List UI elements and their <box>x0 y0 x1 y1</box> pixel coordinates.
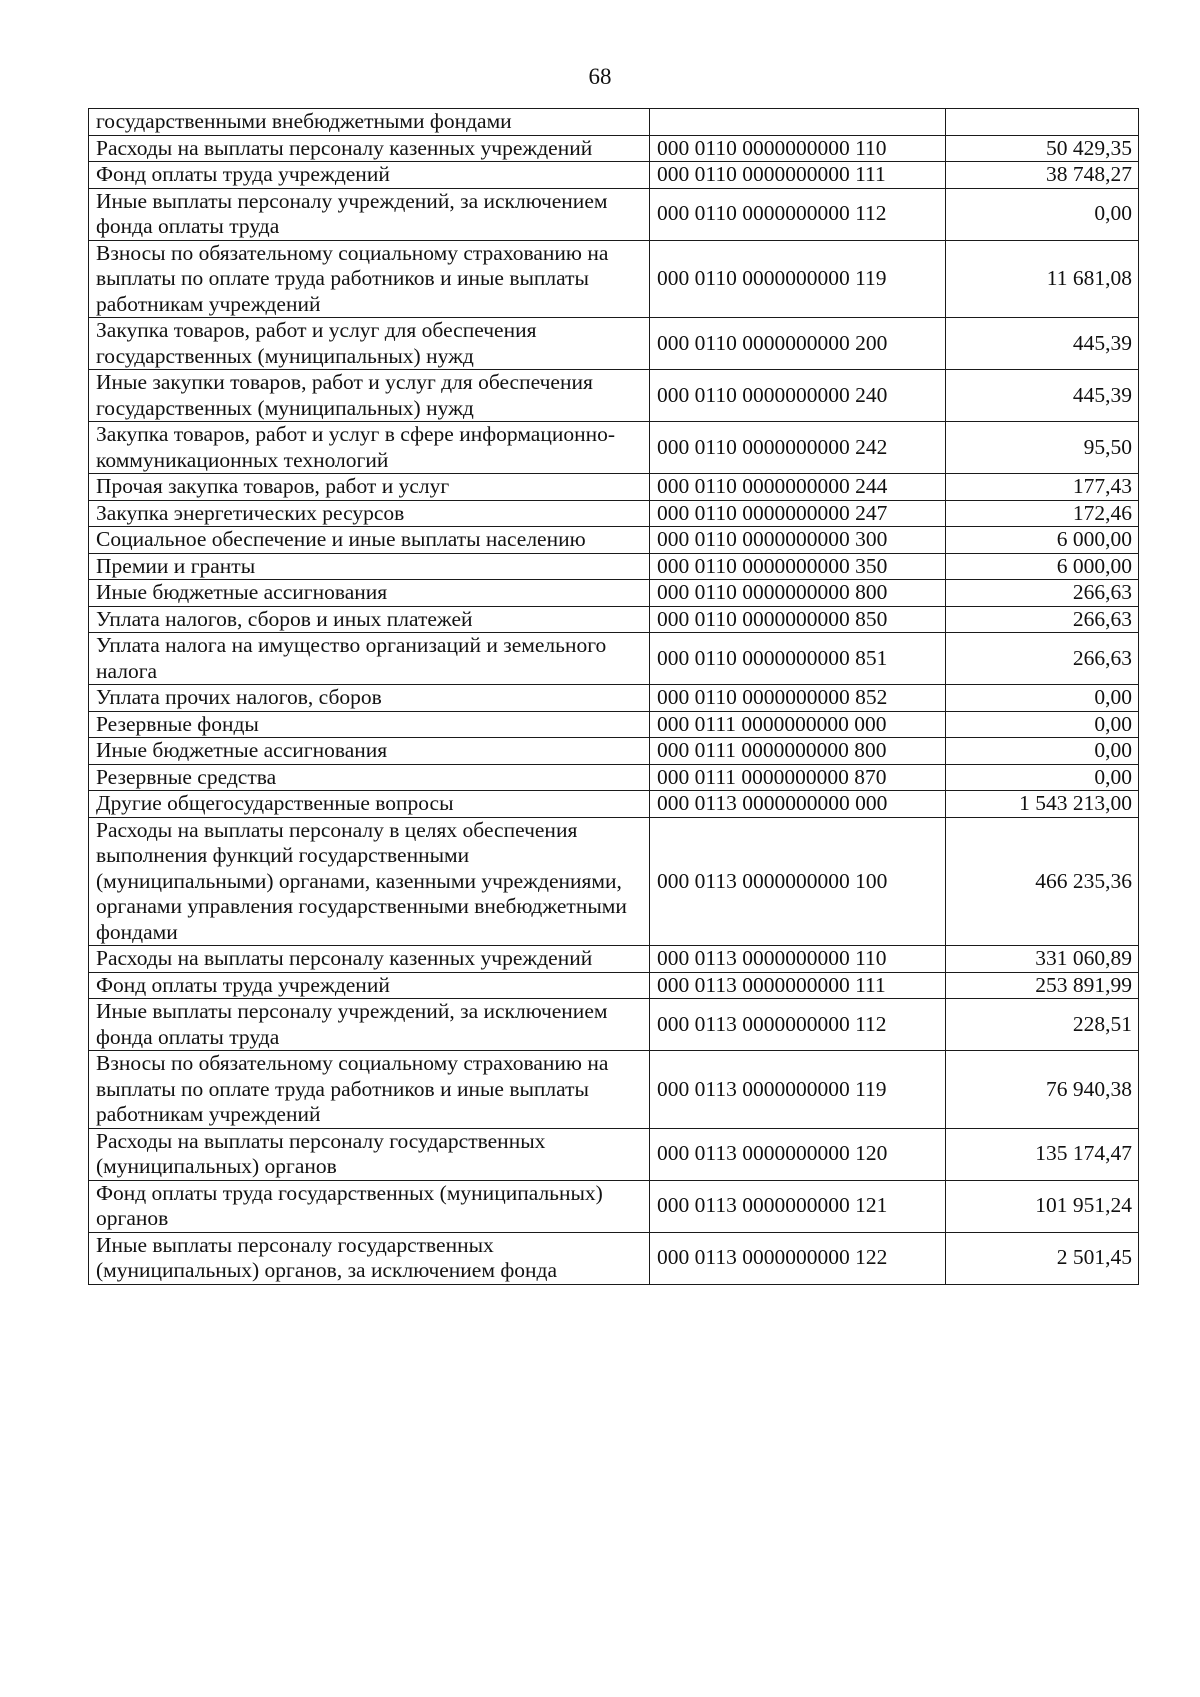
table-row <box>89 764 1139 791</box>
table-row <box>89 946 1139 973</box>
expenditure-name-cell: Резервные средства <box>89 764 650 791</box>
amount-cell: 266,63 <box>946 606 1139 633</box>
budget-code-cell: 000 0110 0000000000 244 <box>650 474 946 501</box>
amount-cell: 0,00 <box>946 685 1139 712</box>
budget-code-cell: 000 0113 0000000000 122 <box>650 1232 946 1284</box>
table-row <box>89 1051 1139 1129</box>
amount-cell: 253 891,99 <box>946 972 1139 999</box>
expenditure-name-cell: Расходы на выплаты персоналу в целях обеспечения выполнения функций государственными (муниципальными) органами, казенными учреждениями, органами управления государственными внебюджетными фондами <box>89 817 650 946</box>
budget-code-cell: 000 0111 0000000000 870 <box>650 764 946 791</box>
amount-cell: 1 543 213,00 <box>946 791 1139 818</box>
amount-cell: 135 174,47 <box>946 1128 1139 1180</box>
expenditure-name-cell: Резервные фонды <box>89 711 650 738</box>
table-row <box>89 553 1139 580</box>
table-row <box>89 999 1139 1051</box>
amount-cell: 38 748,27 <box>946 162 1139 189</box>
expenditure-name-cell: Уплата налога на имущество организаций и земельного налога <box>89 633 650 685</box>
budget-code-cell: 000 0113 0000000000 000 <box>650 791 946 818</box>
amount-cell: 172,46 <box>946 500 1139 527</box>
amount-cell: 466 235,36 <box>946 817 1139 946</box>
budget-expenditure-table <box>88 108 1139 1285</box>
table-row <box>89 422 1139 474</box>
expenditure-name-cell: Уплата прочих налогов, сборов <box>89 685 650 712</box>
amount-cell: 50 429,35 <box>946 135 1139 162</box>
budget-code-cell: 000 0113 0000000000 120 <box>650 1128 946 1180</box>
budget-code-cell: 000 0110 0000000000 350 <box>650 553 946 580</box>
table-row <box>89 1128 1139 1180</box>
expenditure-name-cell: Закупка энергетических ресурсов <box>89 500 650 527</box>
budget-code-cell: 000 0110 0000000000 850 <box>650 606 946 633</box>
table-row <box>89 817 1139 946</box>
table-row <box>89 791 1139 818</box>
amount-cell: 0,00 <box>946 711 1139 738</box>
table-row <box>89 370 1139 422</box>
expenditure-name-cell: Иные закупки товаров, работ и услуг для обеспечения государственных (муниципальных) нужд <box>89 370 650 422</box>
expenditure-name-cell: Взносы по обязательному социальному страхованию на выплаты по оплате труда работников и иные выплаты работникам учреждений <box>89 1051 650 1129</box>
budget-code-cell: 000 0110 0000000000 852 <box>650 685 946 712</box>
table-row <box>89 527 1139 554</box>
budget-code-cell: 000 0110 0000000000 110 <box>650 135 946 162</box>
budget-code-cell: 000 0110 0000000000 112 <box>650 188 946 240</box>
budget-code-cell: 000 0110 0000000000 851 <box>650 633 946 685</box>
amount-cell: 76 940,38 <box>946 1051 1139 1129</box>
budget-code-cell: 000 0111 0000000000 800 <box>650 738 946 765</box>
expenditure-name-cell: Закупка товаров, работ и услуг в сфере информационно-коммуникационных технологий <box>89 422 650 474</box>
expenditure-name-cell: Премии и гранты <box>89 553 650 580</box>
table-row <box>89 109 1139 136</box>
amount-cell: 445,39 <box>946 370 1139 422</box>
table-row <box>89 240 1139 318</box>
table-row <box>89 135 1139 162</box>
table-row <box>89 580 1139 607</box>
expenditure-name-cell: Иные бюджетные ассигнования <box>89 738 650 765</box>
table-row <box>89 633 1139 685</box>
budget-code-cell <box>650 109 946 136</box>
amount-cell: 6 000,00 <box>946 527 1139 554</box>
budget-code-cell: 000 0110 0000000000 200 <box>650 318 946 370</box>
expenditure-name-cell: Другие общегосударственные вопросы <box>89 791 650 818</box>
table-row <box>89 1180 1139 1232</box>
amount-cell: 0,00 <box>946 764 1139 791</box>
budget-code-cell: 000 0111 0000000000 000 <box>650 711 946 738</box>
expenditure-name-cell: Расходы на выплаты персоналу государственных (муниципальных) органов <box>89 1128 650 1180</box>
amount-cell: 266,63 <box>946 580 1139 607</box>
table-row <box>89 685 1139 712</box>
expenditure-name-cell: Иные выплаты персоналу государственных (муниципальных) органов, за исключением фонда <box>89 1232 650 1284</box>
expenditure-name-cell: Расходы на выплаты персоналу казенных учреждений <box>89 135 650 162</box>
budget-code-cell: 000 0113 0000000000 119 <box>650 1051 946 1129</box>
amount-cell: 0,00 <box>946 188 1139 240</box>
budget-code-cell: 000 0110 0000000000 111 <box>650 162 946 189</box>
expenditure-name-cell: Расходы на выплаты персоналу казенных учреждений <box>89 946 650 973</box>
table-body <box>89 109 1139 1285</box>
table-row <box>89 474 1139 501</box>
amount-cell: 177,43 <box>946 474 1139 501</box>
amount-cell: 95,50 <box>946 422 1139 474</box>
expenditure-name-cell: Фонд оплаты труда учреждений <box>89 972 650 999</box>
budget-code-cell: 000 0110 0000000000 300 <box>650 527 946 554</box>
budget-code-cell: 000 0113 0000000000 110 <box>650 946 946 973</box>
budget-code-cell: 000 0110 0000000000 242 <box>650 422 946 474</box>
budget-code-cell: 000 0113 0000000000 100 <box>650 817 946 946</box>
table-row <box>89 606 1139 633</box>
expenditure-name-cell: Закупка товаров, работ и услуг для обеспечения государственных (муниципальных) нужд <box>89 318 650 370</box>
expenditure-name-cell: Взносы по обязательному социальному страхованию на выплаты по оплате труда работников и иные выплаты работникам учреждений <box>89 240 650 318</box>
expenditure-name-cell: Иные выплаты персоналу учреждений, за исключением фонда оплаты труда <box>89 999 650 1051</box>
amount-cell <box>946 109 1139 136</box>
expenditure-name-cell: Социальное обеспечение и иные выплаты населению <box>89 527 650 554</box>
expenditure-name-cell: государственными внебюджетными фондами <box>89 109 650 136</box>
expenditure-name-cell: Фонд оплаты труда государственных (муниципальных) органов <box>89 1180 650 1232</box>
budget-code-cell: 000 0113 0000000000 121 <box>650 1180 946 1232</box>
table-row <box>89 318 1139 370</box>
amount-cell: 101 951,24 <box>946 1180 1139 1232</box>
table-row <box>89 500 1139 527</box>
amount-cell: 331 060,89 <box>946 946 1139 973</box>
table-row <box>89 738 1139 765</box>
amount-cell: 2 501,45 <box>946 1232 1139 1284</box>
expenditure-name-cell: Уплата налогов, сборов и иных платежей <box>89 606 650 633</box>
amount-cell: 445,39 <box>946 318 1139 370</box>
expenditure-name-cell: Иные бюджетные ассигнования <box>89 580 650 607</box>
budget-code-cell: 000 0110 0000000000 800 <box>650 580 946 607</box>
table-row <box>89 1232 1139 1284</box>
budget-code-cell: 000 0110 0000000000 240 <box>650 370 946 422</box>
budget-code-cell: 000 0113 0000000000 112 <box>650 999 946 1051</box>
amount-cell: 6 000,00 <box>946 553 1139 580</box>
budget-code-cell: 000 0110 0000000000 119 <box>650 240 946 318</box>
expenditure-name-cell: Иные выплаты персоналу учреждений, за исключением фонда оплаты труда <box>89 188 650 240</box>
amount-cell: 0,00 <box>946 738 1139 765</box>
budget-code-cell: 000 0110 0000000000 247 <box>650 500 946 527</box>
page-number: 68 <box>588 64 612 89</box>
budget-code-cell: 000 0113 0000000000 111 <box>650 972 946 999</box>
amount-cell: 228,51 <box>946 999 1139 1051</box>
table-row <box>89 188 1139 240</box>
amount-cell: 266,63 <box>946 633 1139 685</box>
expenditure-name-cell: Прочая закупка товаров, работ и услуг <box>89 474 650 501</box>
amount-cell: 11 681,08 <box>946 240 1139 318</box>
table-row <box>89 162 1139 189</box>
table-row <box>89 711 1139 738</box>
table-row <box>89 972 1139 999</box>
expenditure-name-cell: Фонд оплаты труда учреждений <box>89 162 650 189</box>
